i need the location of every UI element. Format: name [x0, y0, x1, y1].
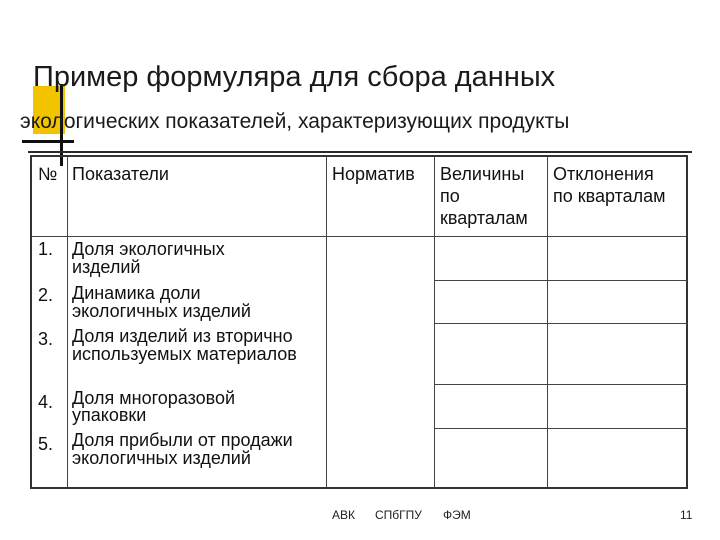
item-label-line1: Динамика доли: [72, 283, 201, 303]
column-divider-number: [67, 157, 68, 487]
header-quarterly-values-line1: Величины: [440, 164, 525, 184]
item-label-line1: Доля изделий из вторично: [72, 326, 293, 346]
item-number: 3.: [38, 329, 54, 349]
slide-subtitle: экологических показателей, характеризующих продукты: [20, 110, 570, 133]
header-number: №: [38, 164, 58, 184]
footer-faculty: ФЭМ: [443, 508, 471, 522]
item-label-line2: экологичных изделий: [72, 301, 251, 321]
footer-university: СПбГПУ: [375, 508, 422, 522]
header-quarterly-values-line2: по: [440, 186, 460, 206]
data-form-table: [30, 155, 688, 489]
header-deviations-line1: Отклонения: [553, 164, 654, 184]
slide-title: Пример формуляра для сбора данных: [33, 61, 556, 93]
item-number: 2.: [38, 285, 54, 305]
row-divider: [434, 384, 688, 385]
header-quarterly-values-line3: кварталам: [440, 208, 528, 228]
item-label-line2: экологичных изделий: [72, 448, 251, 468]
item-number: 1.: [38, 239, 54, 259]
item-label-line1: Доля прибыли от продажи: [72, 430, 293, 450]
header-row-divider: [32, 236, 686, 237]
footer-avk: АВК: [332, 508, 355, 522]
column-divider-indicator: [326, 157, 327, 487]
header-indicators: Показатели: [72, 164, 169, 184]
header-norm: Норматив: [332, 164, 415, 184]
item-number: 5.: [38, 434, 54, 454]
item-label-line2: изделий: [72, 257, 141, 277]
decorative-horizontal-line: [22, 140, 74, 143]
row-divider: [434, 428, 688, 429]
item-label-line2: упаковки: [72, 405, 147, 425]
column-divider-values: [547, 157, 548, 487]
title-divider: [28, 151, 692, 153]
item-label-line1: Доля экологичных: [72, 239, 225, 259]
item-number: 4.: [38, 392, 54, 412]
item-label-line1: Доля многоразовой: [72, 388, 236, 408]
header-deviations-line2: по кварталам: [553, 186, 666, 206]
row-divider: [434, 280, 688, 281]
page-number: 11: [680, 508, 693, 522]
column-divider-norm: [434, 157, 435, 487]
item-label-line2: используемых материалов: [72, 344, 297, 364]
row-divider: [434, 323, 688, 324]
